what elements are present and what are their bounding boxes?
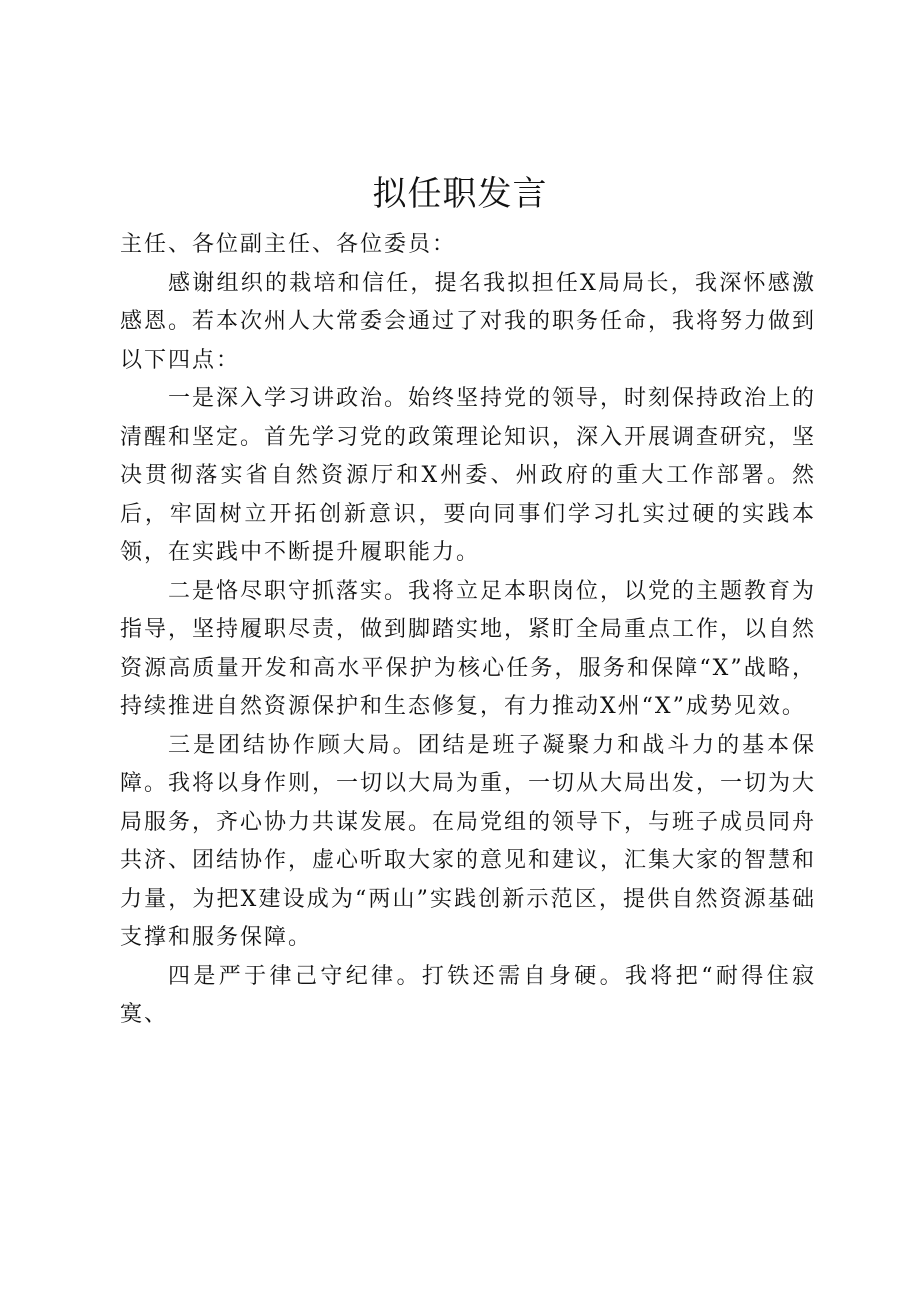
paragraph-point-two: 二是恪尽职守抓落实。我将立足本职岗位，以党的主题教育为指导，坚持履职尽责，做到脚踏实地，紧盯全局重点工作，以自然资源高质量开发和高水平保护为核心任务，服务和保障“X”战略，持续推进自然资源保护和生态修复，有力推动X州“X”成势见效。 bbox=[120, 578, 817, 719]
paragraph-intro: 感谢组织的栽培和信任，提名我拟担任X局局长，我深怀感激感恩。若本次州人大常委会通过了对我的职务任命，我将努力做到以下四点： bbox=[120, 270, 817, 373]
paragraph-point-one: 一是深入学习讲政治。始终坚持党的领导，时刻保持政治上的清醒和坚定。首先学习党的政策理论知识，深入开展调查研究，坚决贯彻落实省自然资源厅和X州委、州政府的重大工作部署。然后，牢固树立开拓创新意识，要向同事们学习扎实过硬的实践本领，在实践中不断提升履职能力。 bbox=[120, 386, 817, 565]
paragraph-point-three: 三是团结协作顾大局。团结是班子凝聚力和战斗力的基本保障。我将以身作则，一切以大局为重，一切从大局出发，一切为大局服务，齐心协力共谋发展。在局党组的领导下，与班子成员同舟共济、团结协作，虚心听取大家的意见和建议，汇集大家的智慧和力量，为把X建设成为“两山”实践创新示范区，提供自然资源基础支撑和服务保障。 bbox=[120, 732, 817, 950]
paragraph-point-four: 四是严于律己守纪律。打铁还需自身硬。我将把“耐得住寂寞、 bbox=[120, 963, 816, 1027]
salutation: 主任、各位副主任、各位委员： bbox=[120, 232, 457, 257]
document-body bbox=[120, 226, 816, 1035]
document-title: 拟任职发言 bbox=[372, 174, 548, 214]
